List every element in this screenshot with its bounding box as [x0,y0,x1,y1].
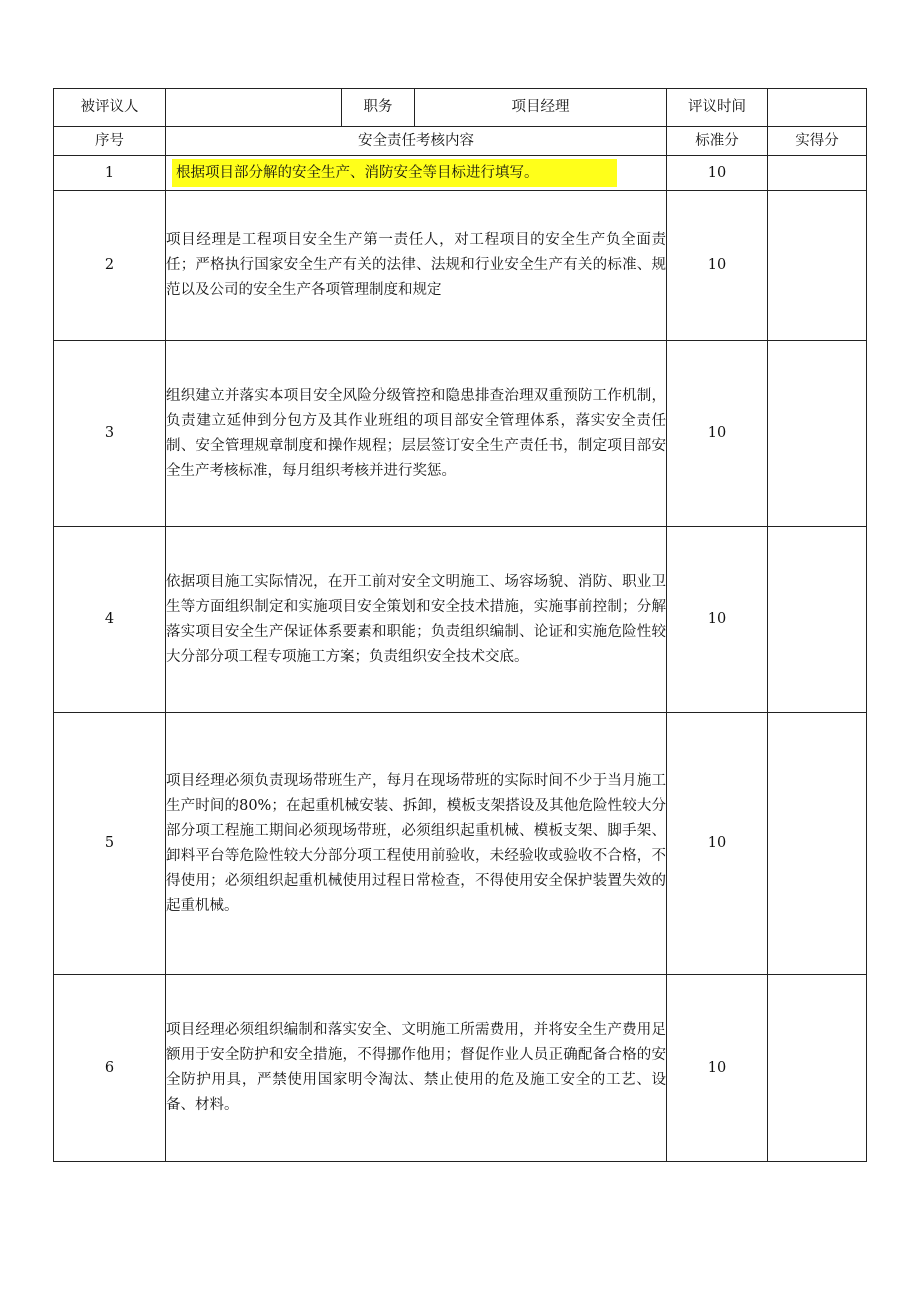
row-score: 10 [667,713,768,975]
row-seq: 1 [54,156,166,191]
row-seq: 3 [54,341,166,527]
row-seq: 5 [54,713,166,975]
row-actual-field[interactable] [768,341,867,527]
eval-time-field[interactable] [768,89,867,127]
table-row [54,341,867,527]
table-row [54,975,867,1162]
row-content: 项目经理必须组织编制和落实安全、文明施工所需费用，并将安全生产费用足额用于安全防护和安全措施，不得挪作他用；督促作业人员正确配备合格的安全防护用具，严禁使用国家明令淘汰、禁止使用的危及施工安全的工艺、设备、材料。 [166,975,667,1162]
assessment-table [53,88,867,1162]
table-row [54,527,867,713]
row-content: 依据项目施工实际情况，在开工前对安全文明施工、场容场貌、消防、职业卫生等方面组织制定和实施项目安全策划和安全技术措施，实施事前控制；分解落实项目安全生产保证体系要素和职能；负责组织编制、论证和实施危险性较大分部分项工程专项施工方案；负责组织安全技术交底。 [166,527,667,713]
column-header-row [54,127,867,156]
row-actual-field[interactable] [768,191,867,341]
row-score: 10 [667,156,768,191]
row-content: 项目经理必须负责现场带班生产，每月在现场带班的实际时间不少于当月施工生产时间的80%；在起重机械安装、拆卸，模板支架搭设及其他危险性较大分部分项工程施工期间必须现场带班，必须组织起重机械、模板支架、脚手架、卸料平台等危险性较大分部分项工程使用前验收，未经验收或验收不合格，不得使用；必须组织起重机械使用过程日常检查，不得使用安全保护装置失效的起重机械。 [166,713,667,975]
row-content: 组织建立并落实本项目安全风险分级管控和隐患排查治理双重预防工作机制，负责建立延伸到分包方及其作业班组的项目部安全管理体系，落实安全责任制、安全管理规章制度和操作规程；层层签订安全生产责任书，制定项目部安全生产考核标准，每月组织考核并进行奖惩。 [166,341,667,527]
row-actual-field[interactable] [768,527,867,713]
seq-column-header: 序号 [54,127,166,156]
table-row [54,191,867,341]
table-row [54,156,867,191]
content-column-header: 安全责任考核内容 [166,127,667,156]
row-score: 10 [667,527,768,713]
eval-time-label: 评议时间 [667,89,768,127]
row-content: 项目经理是工程项目安全生产第一责任人，对工程项目的安全生产负全面责任；严格执行国家安全生产有关的法律、法规和行业安全生产有关的标准、规范以及公司的安全生产各项管理制度和规定 [166,191,667,341]
row-score: 10 [667,341,768,527]
row-seq: 2 [54,191,166,341]
standard-column-header: 标准分 [667,127,768,156]
row-score: 10 [667,975,768,1162]
evaluatee-field[interactable] [166,89,342,127]
actual-column-header: 实得分 [768,127,867,156]
position-label: 职务 [342,89,415,127]
row-score: 10 [667,191,768,341]
row-seq: 4 [54,527,166,713]
row-seq: 6 [54,975,166,1162]
header-row [54,89,867,127]
row-actual-field[interactable] [768,975,867,1162]
row-actual-field[interactable] [768,156,867,191]
evaluatee-label: 被评议人 [54,89,166,127]
row-content [166,156,667,191]
table-row [54,713,867,975]
row-actual-field[interactable] [768,713,867,975]
highlighted-text: 根据项目部分解的安全生产、消防安全等目标进行填写。 [172,159,617,187]
position-value: 项目经理 [415,89,667,127]
